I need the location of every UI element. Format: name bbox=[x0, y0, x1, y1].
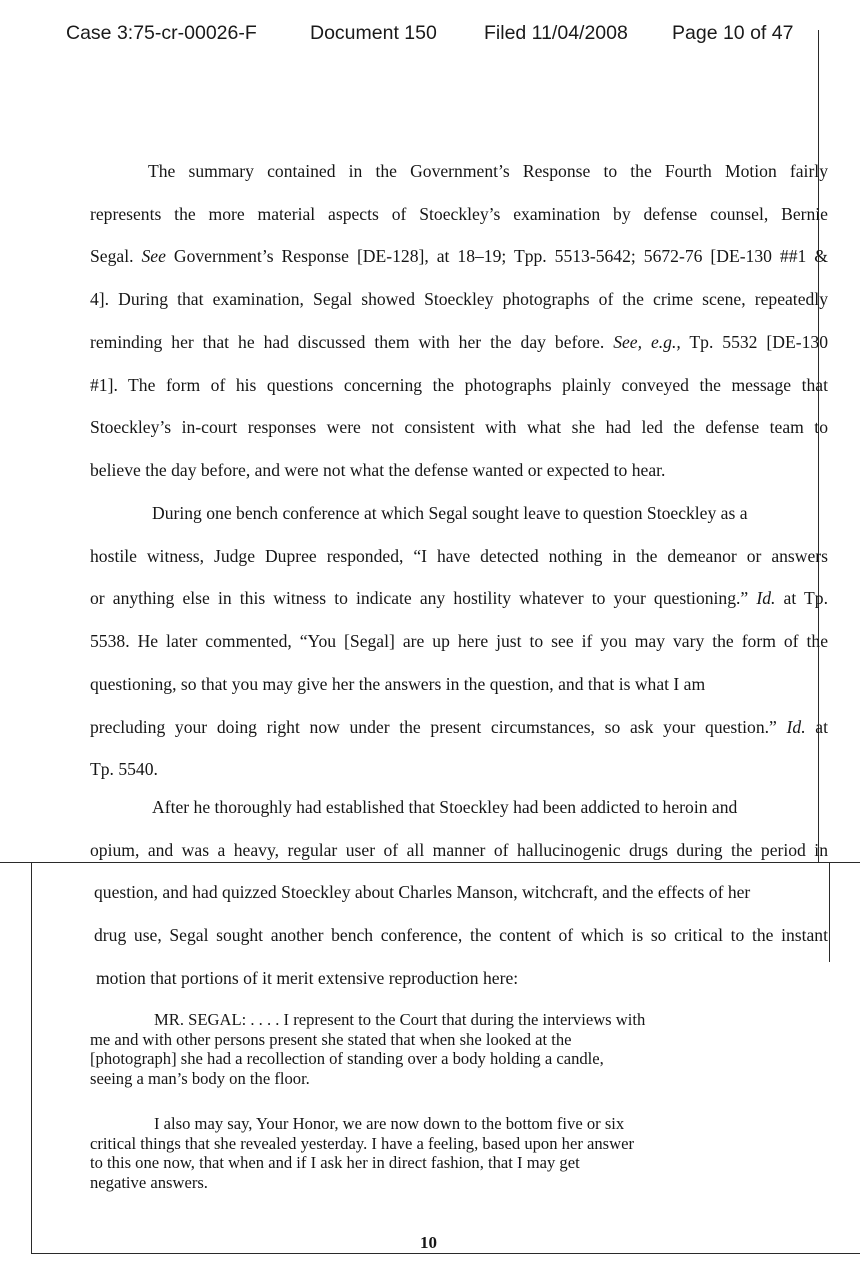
quote1-line-2: me and with other persons present she stated that when she looked at the bbox=[90, 1029, 572, 1049]
quote1-line-3: [photograph] she had a recollection of standing over a body holding a candle, bbox=[90, 1049, 604, 1069]
filed-date: Filed 11/04/2008 bbox=[484, 22, 628, 44]
p1-line-5: reminding her that he had discussed them with her the day before. See, e.g., Tp. 5532 [DE-130 bbox=[90, 331, 828, 352]
p1-line-6: #1]. The form of his questions concerning the photographs plainly conveyed the message that bbox=[90, 374, 828, 395]
p1-line-3: Segal. See Government’s Response [DE-128], at 18–19; Tpp. 5513-5642; 5672-76 [DE-130 ##1 & bbox=[90, 246, 828, 267]
p1-line-2: represents the more material aspects of Stoeckley’s examination by defense counsel, Bernie bbox=[90, 203, 828, 224]
p1-line-7: Stoeckley’s in-court responses were not consistent with what she had led the defense team to bbox=[90, 417, 828, 438]
page-header bbox=[66, 22, 816, 48]
p3-line-1: After he thoroughly had established that Stoeckley had been addicted to heroin and bbox=[152, 797, 738, 817]
page-number: 10 bbox=[420, 1233, 437, 1252]
block-quote-2 bbox=[90, 1114, 780, 1192]
p2-line-4: 5538. He later commented, “You [Segal] are up here just to see if you may vary the form of the bbox=[90, 631, 828, 652]
document-number: Document 150 bbox=[310, 22, 437, 44]
quote2-line-2: critical things that she revealed yesterday. I have a feeling, based upon her answer bbox=[90, 1133, 634, 1153]
block-quote-1 bbox=[90, 1010, 780, 1088]
paragraph-2 bbox=[28, 492, 828, 791]
p2-line-3: or anything else in this witness to indicate any hostility whatever to your questioning.” Id. at Tp. bbox=[90, 588, 828, 609]
p2-line-5: questioning, so that you may give her the answers in the question, and that is what I am bbox=[90, 673, 706, 694]
p1-line-4: 4]. During that examination, Segal showed Stoeckley photographs of the crime scene, repeatedly bbox=[90, 289, 828, 310]
p3-line-2: opium, and was a heavy, regular user of all manner of hallucinogenic drugs during the period in bbox=[90, 839, 828, 860]
p1-line-1: The summary contained in the Government’s Response to the Fourth Motion fairly bbox=[148, 161, 828, 181]
separator-line-bottom bbox=[31, 1253, 860, 1254]
case-number: Case 3:75-cr-00026-F bbox=[66, 22, 257, 44]
page-count: Page 10 of 47 bbox=[672, 22, 794, 44]
p2-line-2: hostile witness, Judge Dupree responded, “I have detected nothing in the demeanor or answers bbox=[90, 545, 828, 566]
p3-line-3: question, and had quizzed Stoeckley about Charles Manson, witchcraft, and the effects of her bbox=[94, 882, 751, 903]
p1-line-8: believe the day before, and were not what the defense wanted or expected to hear. bbox=[90, 459, 666, 480]
p2-line-6: precluding your doing right now under the present circumstances, so ask your question.” Id. at bbox=[90, 716, 828, 737]
paragraph-1 bbox=[28, 150, 828, 492]
p2-line-7: Tp. 5540. bbox=[90, 759, 158, 780]
right-margin-line-lower bbox=[829, 862, 830, 962]
p3-line-4: drug use, Segal sought another bench conference, the content of which is so critical to the instant bbox=[94, 925, 828, 946]
quote1-line-4: seeing a man’s body on the floor. bbox=[90, 1068, 310, 1088]
p2-line-1: During one bench conference at which Segal sought leave to question Stoeckley as a bbox=[152, 503, 748, 523]
p3-line-5: motion that portions of it merit extensive reproduction here: bbox=[96, 967, 519, 988]
quote2-line-1: I also may say, Your Honor, we are now down to the bottom five or six bbox=[154, 1114, 625, 1133]
quote2-line-3: to this one now, that when and if I ask her in direct fashion, that I may get bbox=[90, 1153, 580, 1173]
paragraph-3 bbox=[28, 786, 828, 1000]
quote1-line-1: MR. SEGAL: . . . . I represent to the Court that during the interviews with bbox=[154, 1010, 646, 1029]
quote2-line-4: negative answers. bbox=[90, 1172, 208, 1192]
